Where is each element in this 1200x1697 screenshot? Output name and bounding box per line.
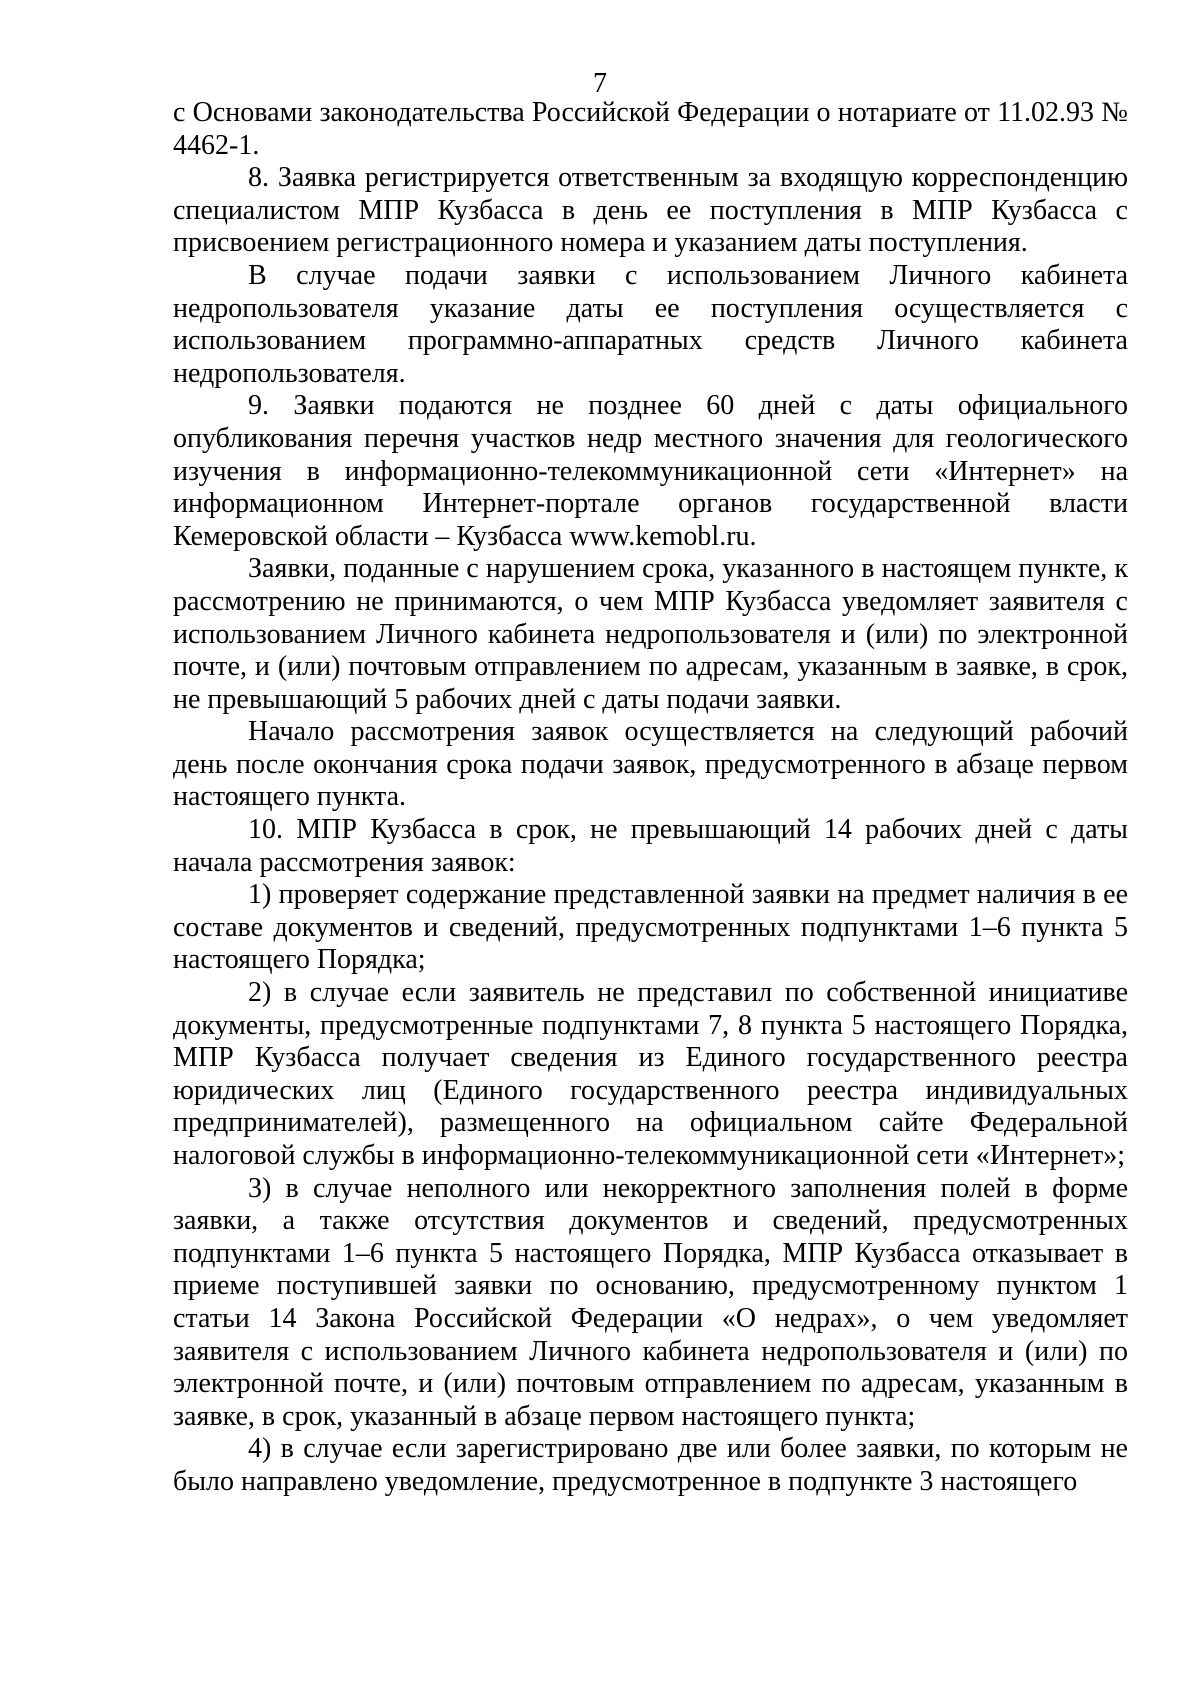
- paragraph-late-applications: Заявки, поданные с нарушением срока, указанного в настоящем пункте, к рассмотрению не принимаются, о чем МПР Кузбасса уведомляет заявителя с использованием Личного кабинета недропользователя и (или) по электронной почте, и (или) почтовым отправлением по адресам, указанным в заявке, в срок, не превышающий 5 рабочих дней с даты подачи заявки.: [173, 553, 1128, 715]
- paragraph-10-review: 10. МПР Кузбасса в срок, не превышающий 14 рабочих дней с даты начала рассмотрения заявок:: [173, 814, 1128, 878]
- paragraph-review-start: Начало рассмотрения заявок осуществляется на следующий рабочий день после окончания срока подачи заявок, предусмотренного в абзаце первом настоящего пункта.: [173, 716, 1128, 813]
- list-item-4: 4) в случае если зарегистрировано две или более заявки, по которым не было направлено уведомление, предусмотренное в подпункте 3 настоящего: [173, 1433, 1128, 1497]
- list-item-1: 1) проверяет содержание представленной заявки на предмет наличия в ее составе документов и сведений, предусмотренных подпунктами 1–6 пункта 5 настоящего Порядка;: [173, 879, 1128, 976]
- paragraph-continuation-notary: с Основами законодательства Российской Федерации о нотариате от 11.02.93 № 4462-1.: [173, 97, 1128, 161]
- paragraph-personal-cabinet-date: В случае подачи заявки с использованием Личного кабинета недропользователя указание даты ее поступления осуществляется с использованием программно-аппаратных средств Личного кабинета недропользователя.: [173, 259, 1128, 389]
- list-item-2: 2) в случае если заявитель не представил по собственной инициативе документы, предусмотренные подпунктами 7, 8 пункта 5 настоящего Порядка, МПР Кузбасса получает сведения из Единого государственного реестра юридических лиц (Единого государственного реестра индивидуальных предпринимателей), размещенного на официальном сайте Федеральной налоговой службы в информационно-телекоммуникационной сети «Интернет»;: [173, 977, 1128, 1171]
- document-body: [173, 97, 1128, 1499]
- paragraph-9-deadline: 9. Заявки подаются не позднее 60 дней с даты официального опубликования перечня участков недр местного значения для геологического изучения в информационно-телекоммуникационной сети «Интернет» на информационном Интернет-портале органов государственной власти Кемеровской области – Кузбасса www.kemobl.ru.: [173, 390, 1128, 552]
- page-number: 7: [593, 68, 607, 99]
- list-item-3: 3) в случае неполного или некорректного заполнения полей в форме заявки, а также отсутствия документов и сведений, предусмотренных подпунктами 1–6 пункта 5 настоящего Порядка, МПР Кузбасса отказывает в приеме поступившей заявки по основанию, предусмотренному пунктом 1 статьи 14 Закона Российской Федерации «О недрах», о чем уведомляет заявителя с использованием Личного кабинета недропользователя и (или) по электронной почте, и (или) почтовым отправлением по адресам, указанным в заявке, в срок, указанный в абзаце первом настоящего пункта;: [173, 1172, 1128, 1432]
- paragraph-8-registration: 8. Заявка регистрируется ответственным за входящую корреспонденцию специалистом МПР Кузбасса в день ее поступления в МПР Кузбасса с присвоением регистрационного номера и указанием даты поступления.: [173, 162, 1128, 259]
